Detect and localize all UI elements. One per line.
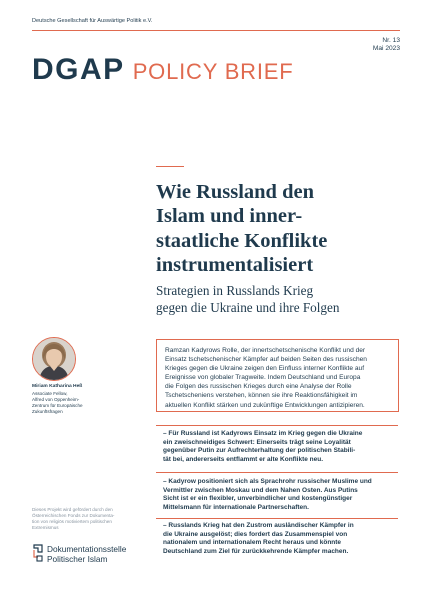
funding-line: Extremismus	[32, 525, 59, 530]
summary-line: Ereignisse von globaler Tragweite. Indem Deutschland und Europa	[165, 374, 361, 382]
author-name: Miriam Katharina Heß	[32, 384, 83, 389]
key-point	[163, 522, 399, 557]
logo-wordmark: DGAP	[32, 53, 125, 86]
funding-note	[32, 507, 140, 531]
summary-line: die Folgen des russischen Krieges durch eine Analyse der Rolle	[165, 383, 352, 391]
key-point-line: nationalem und internationalem Recht heraus und könnte	[163, 539, 342, 547]
key-point-line: Deutschland zum Ziel für zurückkehrende Kämpfer machen.	[163, 548, 349, 556]
title-line: staatliche Konflikte	[156, 229, 328, 252]
title-accent-dash	[156, 166, 184, 167]
funding-line: Dieses Projekt wird gefördert durch den	[32, 507, 113, 512]
key-point-line: tät bei, andererseits entflammt er alte Konflikte neu.	[163, 456, 324, 464]
author-avatar	[32, 337, 76, 381]
author-role-line: Zentrum für Europäische	[32, 403, 83, 408]
summary-line: Einsatz tschetschenischer Kämpfer auf beiden Seiten des russischen	[165, 356, 367, 364]
key-point-line: Mittelsmann für internationale Partnerschaften.	[163, 504, 309, 512]
subtitle-line: gegen die Ukraine und ihre Folgen	[156, 299, 340, 315]
funding-line: Österreichischen Fonds zur Dokumenta-	[32, 513, 115, 518]
summary-line: aktuellen Konflikt stärken und zukünftige Entwicklungen antizipieren.	[165, 401, 365, 409]
summary-line: Krieges gegen die Ukraine zeigen den Einfluss interner Konflikte auf	[165, 365, 365, 373]
bullet-divider	[156, 472, 398, 473]
key-point	[163, 430, 399, 465]
key-point-line: Sicht ist er ein flexibler, unverbindlicher und kostengünstiger	[163, 495, 353, 503]
organization-name: Deutsche Gesellschaft für Auswärtige Politik e.V.	[32, 18, 153, 24]
partner-name	[47, 544, 126, 564]
author-role-line: Associate Fellow,	[32, 391, 68, 396]
partner-name-line: Politischer Islam	[47, 554, 108, 564]
issue-date: Mai 2023	[372, 45, 400, 53]
key-point-line: – Für Russland ist Kadyrows Einsatz im Krieg gegen die Ukraine	[163, 430, 363, 437]
issue-info	[373, 37, 400, 54]
summary-line: Ramzan Kadyrows Rolle, der innertschetschenische Konflikt und der	[165, 347, 366, 354]
key-point-line: gegenüber Putin zur Aufrechterhaltung der politischen Stabili-	[163, 447, 356, 455]
subtitle-line: Strategien in Russlands Krieg	[156, 283, 314, 298]
title-line: instrumentalisiert	[156, 254, 314, 277]
issue-number: Nr. 13	[382, 37, 400, 44]
logo-series: POLICY BRIEF	[132, 59, 294, 84]
key-point-line: die Ukraine ausgelöst; dies fordert das Zusammenspiel von	[163, 530, 348, 538]
partner-logo	[32, 544, 126, 564]
dokumentationsstelle-logo-icon	[32, 544, 44, 562]
page-subtitle	[156, 283, 406, 317]
avatar-photo	[33, 338, 75, 380]
bullet-divider	[156, 425, 398, 426]
summary-text	[165, 346, 397, 410]
partner-name-line: Dokumentationsstelle	[47, 544, 127, 554]
dgap-policy-brief-logo	[32, 55, 293, 87]
key-point-line: – Russlands Krieg hat den Zustrom ausländischer Kämpfer in	[163, 522, 354, 529]
page-title	[156, 180, 406, 278]
key-point-line: – Kadyrow positioniert sich als Sprachrohr russischer Muslime und	[163, 478, 372, 485]
title-line: Wie Russland den	[156, 181, 314, 203]
key-point-line: Vermittler zwischen Moskau und dem Nahen Osten. Aus Putins	[163, 486, 358, 494]
author-role	[32, 391, 128, 415]
author-role-line: Zukunftsfragen	[32, 409, 63, 414]
title-line: Islam und inner-	[156, 205, 303, 228]
funding-line: tion von religiös motiviertem politischen	[32, 519, 112, 524]
bullet-divider	[156, 518, 398, 519]
key-point	[163, 478, 399, 513]
header-divider	[32, 30, 400, 31]
key-point-line: ein zweischneidiges Schwert: Einerseits trägt seine Loyalität	[163, 438, 351, 446]
summary-line: Tschetscheniens verstehen, können sie ihre Reaktionsfähigkeit im	[165, 392, 358, 400]
author-role-line: Alfred von Oppenheim-	[32, 397, 80, 402]
